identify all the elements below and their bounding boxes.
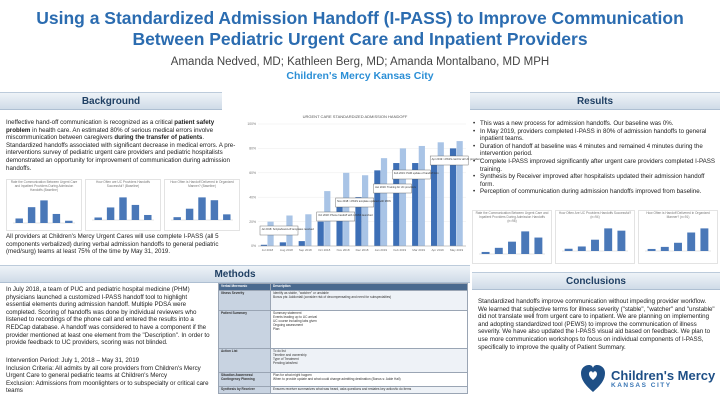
- mini-bar: [565, 248, 573, 250]
- table-row: Illness Severity Identify as stable, "watcher" or unstable Bonus pts: Addiontall (consider risk of decompensating and need for subspecialties): [219, 290, 468, 310]
- mini-bar: [591, 239, 599, 250]
- mini-bar: [40, 201, 47, 224]
- main-chart-svg: [240, 108, 481, 258]
- baseline-chart-1: Rate the Communication Between Urgent Care and Inpatient Providers During Admission Handoffs (Baseline): [6, 179, 82, 231]
- table-header: Description: [271, 284, 468, 291]
- ipass-table: [218, 283, 468, 394]
- hand-heart-logo-icon: [580, 364, 606, 394]
- methods-paragraph: In July 2018, a team of PUC and pediatric hospital medicine (PHM) physicians launched a customized I-PASS handoff tool to highlight essential elements during admission handoff. Multiple PDSA were completed. Scoring of handoffs was done by individual reviewers who listened to recordings of the phone call and entered the results into a REDCap database. A handoff was considered to have a component if the provider mentioned at least one element from the "Description". In order to provide feedback to UC providers, scoring was not blinded.: [6, 286, 210, 347]
- mini-bar: [674, 242, 682, 250]
- mini-bar: [119, 197, 126, 220]
- mini-bar: [495, 248, 503, 254]
- annotation-label: Oct 2018: Phone handoff with I-PASS launched: [318, 213, 373, 217]
- chart-bar: [280, 242, 286, 246]
- result-bullet: • Perception of communication during admission handoffs improved from baseline.: [472, 188, 716, 196]
- table-row: Patient Summary Summary statement Events leading up to UC arrival UC course including labs given Ongoing assessment Plan: [219, 310, 468, 348]
- y-tick-label: 80%: [249, 146, 256, 151]
- mini-bar: [28, 208, 35, 224]
- post-chart-3: How Often is Handoff Delivered in Organized Manner? (n=91): [638, 210, 718, 264]
- results-mini-charts: [472, 210, 716, 264]
- mini-bar: [578, 246, 586, 251]
- mini-bar: [521, 232, 529, 255]
- chart-bar: [374, 170, 380, 246]
- x-tick-label: Jul 2018: [261, 248, 274, 252]
- result-bullet: • Synthesis by Receiver improved after hospitalists updated their admission handoff form.: [472, 173, 716, 188]
- annotation-label: Nov 2018: I-PASS template updated with MRN: [337, 199, 391, 203]
- x-tick-label: Dec 2018: [355, 248, 369, 252]
- authors: Amanda Nedved, MD; Kathleen Berg, MD; Amanda Montalbano, MD MPH: [170, 56, 550, 68]
- post-chart-1: Rate the Communication Between Urgent Care and Inpatient Providers During Admission Handoffs (n=98): [472, 210, 552, 264]
- x-tick-label: Apr 2019: [431, 248, 444, 252]
- mini-bar: [648, 249, 656, 251]
- mini-bar: [65, 221, 72, 223]
- chart-bar: [419, 146, 425, 246]
- mini-bar: [186, 208, 193, 219]
- mini-bar: [107, 207, 114, 220]
- y-tick-label: 60%: [249, 171, 256, 175]
- conclusions-paragraph: Standardized handoffs improve communication without impeding provider workflow. We learned that subjective terms for illness severity ("stable", "watcher" and "unstable" did not translate well from urgent care to inpatient. We are planning on implementing and adopting standardized tool (PEWS) to improve the communication of illness severity. We have also updated the I-PASS visual aid based on feedback. We plan to use more communication workshops to focus on individual components of I-PASS, specifically to improve the quality of Patient Summary.: [478, 298, 715, 351]
- x-tick-label: May 2019: [449, 248, 464, 252]
- x-tick-label: Oct 2018: [318, 248, 331, 252]
- x-tick-label: Mar 2019: [412, 248, 426, 252]
- result-bullet: • This was a new process for admission handoffs. Our baseline was 0%.: [472, 120, 716, 128]
- y-tick-label: 0%: [251, 244, 256, 249]
- annotation-label: Jan 2019: Training for UC providers: [374, 185, 416, 189]
- methods-criteria: Intervention Period: July 1, 2018 – May 31, 2019 Inclusion Criteria: All admits by all core providers from Children's Mercy Urgent Care to general pediatric teams at Children's Mercy Exclusion: Admissions from moonlighters or to subspecialty or critical care teams: [6, 357, 209, 395]
- x-tick-label: Jan 2019: [374, 248, 388, 252]
- organization: Children's Mercy Kansas City: [286, 70, 434, 82]
- mini-bar: [211, 200, 218, 220]
- table-row: Action List To do list Timeline and ownership Type of Treatment Pending labs/test: [219, 348, 468, 372]
- aim-statement: All providers at Children's Mercy Urgent Cares will use complete I-PASS (all 5 components verbalized) during verbal admission handoffs to general pediatric (med/surg) teams at least 75% of the time by May 31, 2019.: [6, 233, 219, 256]
- baseline-chart-3: How Often is Handoff Delivered in Organized Manner? (Baseline): [164, 179, 240, 231]
- x-tick-label: Feb 2019: [393, 248, 407, 252]
- poster-title-line2: Between Pediatric Urgent Care and Inpatient Providers: [132, 29, 588, 49]
- annotation-label: Feb 2019: PHM update of handoff form: [393, 171, 439, 175]
- mini-bar: [144, 215, 151, 220]
- x-tick-label: Sep 2018: [298, 248, 312, 252]
- chart-bar: [318, 222, 324, 246]
- mini-bar: [482, 252, 490, 254]
- mini-bar: [223, 214, 230, 220]
- results-heading: Results: [470, 92, 720, 110]
- result-bullet: • In May 2019, providers completed I-PASS in 80% of admission handoffs to general inpatient teams.: [472, 128, 716, 143]
- background-heading: Background: [0, 92, 222, 110]
- table-header: Verbal Mnemonic: [219, 284, 271, 291]
- y-tick-label: 100%: [247, 122, 256, 127]
- background-mini-charts: [6, 179, 238, 231]
- main-chart: [240, 108, 481, 258]
- mini-bar: [534, 238, 542, 254]
- chart-bar: [299, 241, 305, 246]
- main-chart-title: URGENT CARE STANDARDIZED ADMISSION HANDOFF: [302, 114, 408, 119]
- chart-bar: [343, 173, 349, 246]
- conclusions-heading: Conclusions: [472, 272, 720, 290]
- mini-bar: [508, 242, 516, 254]
- y-tick-label: 20%: [249, 219, 256, 224]
- y-tick-label: 40%: [249, 195, 256, 200]
- logo: [580, 358, 716, 400]
- table-row: Synthesis by Receiver Ensures receiver summarizes what was heard, asks questions and restates key action/to do items: [219, 386, 468, 393]
- baseline-chart-2: How Often are UC Providers Handoffs Successful? (Baseline): [85, 179, 161, 231]
- results-bullets: [472, 120, 716, 196]
- mini-bar: [53, 214, 60, 223]
- annotation-label: Jul 2018: Scripts/Hand-off templates received: [261, 227, 314, 231]
- chart-bar: [362, 175, 368, 246]
- mini-bar: [173, 217, 180, 220]
- mini-bar: [700, 228, 708, 251]
- result-bullet: • Duration of handoff at baseline was 4 minutes and remained 4 minutes during the intervention period.: [472, 143, 716, 158]
- methods-heading: Methods: [0, 265, 470, 283]
- x-tick-label: Nov 2018: [336, 248, 350, 252]
- result-bullet: • Complete I-PASS improved significantly after urgent care providers completed I-PASS training.: [472, 158, 716, 173]
- logo-name: Children's Mercy: [611, 368, 716, 383]
- x-tick-label: Aug 2018: [279, 248, 293, 252]
- table-row: Situation Awareness/ Contingency Planning Plan for what might happen When to provide update and what could change admitting destination (Bonus s: Adde Hall): [219, 372, 468, 386]
- mini-bar: [15, 219, 22, 224]
- logo-sub: KANSAS CITY: [611, 382, 672, 389]
- mini-bar: [661, 246, 669, 250]
- mini-bar: [617, 230, 625, 250]
- mini-bar: [94, 217, 101, 220]
- mini-bar: [198, 197, 205, 220]
- background-paragraph-1: Ineffective hand-off communication is recognized as a critical patient safety problem in health care. An estimated 80% of serious medical errors involve miscommunication between caregivers during the transfer of patients. Standardized handoffs associated with significant decrease in medical errors. A pre-interventions survey of pediatric urgent care providers and pediatric hospitalists demonstrated an opportunity for improvement of communication during admission handoffs.: [6, 119, 236, 172]
- annotation-label: Apr 2019: I-PASS card for all UC providers: [431, 157, 481, 161]
- mini-bar: [604, 228, 612, 251]
- poster-title-line1: Using a Standardized Admission Handoff (I-PASS) to Improve Communication: [36, 8, 684, 28]
- mini-bar: [687, 232, 695, 250]
- mini-bar: [132, 205, 139, 220]
- post-chart-2: How Often Are UC Providers Handoffs Successful? (n=94): [555, 210, 635, 264]
- chart-bar: [400, 148, 406, 246]
